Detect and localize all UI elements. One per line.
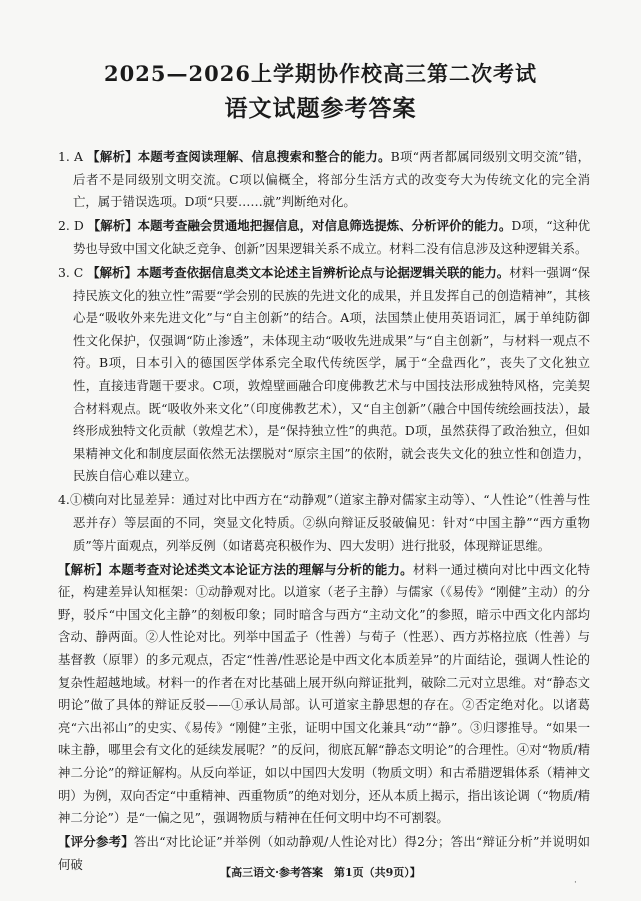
analysis-tag: 【解析】本题考查阅读理解、信息搜索和整合的能力。: [87, 149, 391, 164]
page-footer: 【高三语文·参考答案 第1页（共9页）】: [220, 866, 421, 879]
answer-item-4: [58, 489, 590, 557]
answer-number: 1. A: [58, 149, 83, 164]
document-subtitle: 语文试题参考答案: [224, 95, 417, 122]
answer-item-1: [58, 146, 590, 214]
answer-number: 4.: [58, 492, 70, 508]
answer-number: 3. C: [58, 264, 84, 280]
analysis-tag: 【解析】本题考查依据信息类文本论述主旨辨析论点与论据逻辑关联的能力。: [87, 264, 510, 280]
answer-number: 2. D: [58, 218, 84, 234]
score-tag: 【评分参考】: [58, 834, 134, 850]
analysis-tag: 【解析】本题考查融会贯通地把握信息，对信息筛选提炼、分析评价的能力。: [87, 218, 512, 234]
answers-body: [58, 146, 590, 878]
corner-mark: ·: [574, 878, 577, 888]
exam-title: 2025—2026上学期协作校高三第二次考试: [104, 61, 537, 86]
analysis-text: D项，“这种优势也导致中国文化缺乏竞争、创新”因果逻辑关系不成立。材料二没有信息涉及这种逻辑关系。: [73, 218, 590, 256]
analysis-text: B项“两者都属同级别文明交流”错，后者不是同级别文明交流。C项以偏概全，将部分生活方式的改变夸大为传统文化的完全消亡，属于错误选项。D项“只要……就”判断绝对化。: [73, 149, 590, 210]
answer-item-4-analysis: [58, 559, 590, 830]
analysis-text: 材料一强调“保持民族文化的独立性”需要“学会别的民族的先进文化的成果，并且发挥自己的创造精神”，其核心是“吸收外来先进文化”与“自主创新”的结合。A项，法国禁止使用英语词汇，属于单纯防御性文化保护，仅强调“防止渗透”，未体现主动“吸收先进成果”与“自主创新”，与材料一观点不符。B项，日本引入的德国医学体系完全取代传统医学，属于“全盘西化”，丧失了文化独立性，直接违背题干要求。C项，敦煌壁画融合印度佛教艺术与中国技法形成独特风格，完美契合材料观点。既“吸收外来文化”（印度佛教艺术），又“自主创新”（融合中国传统绘画技法），最终形成独特文化贡献（敦煌艺术），是“保持独立性”的典范。D项，虽然获得了政治独立，但如果精神文化和制度层面依然无法摆脱对“原宗主国”的依附，就会丧失文化的独立性和创造力，民族自信心难以建立。: [73, 264, 590, 484]
score-text: 答出“对比论证”并举例（如动静观/人性论对比）得2分；答出“辩证分析”并说明如何破: [58, 834, 591, 872]
answer-text: ①横向对比显差异：通过对比中西方在“动静观”（道家主静对儒家主动等）、“人性论”（性善与性恶并存）等层面的不同，突显文化特质。②纵向辩证反驳破偏见：针对“中国主静”“西方重物质”等片面观点，列举反例（如诸葛亮积极作为、四大发明）进行批驳，体现辩证思维。: [69, 492, 590, 553]
analysis-text: 材料一通过横向对比中西文化特征，构建差异认知框架：①动静观对比。以道家（老子主静）与儒家（《易传》“刚健”主动）的分野，驳斥“中国文化主静”的刻板印象；同时暗含与西方“主动文化”的参照，暗示中西文化内部均含动、静两面。②人性论对比。列举中国孟子（性善）与荀子（性恶）、西方苏格拉底（性善）与基督教（原罪）的多元观点，否定“性善/性恶论是中西文化本质差异”的片面结论，强调人性论的复杂性超越地域。材料一的作者在对比基础上展开纵向辩证批判，破除二元对立思维。对“静态文明论”做了具体的辩证反驳——①承认局部。认可道家主静思想的存在。②否定绝对化。以诸葛亮“六出祁山”的史实、《易传》“刚健”主张，证明中国文化兼具“动”“静”。③归谬推导。“如果一味主静，哪里会有文化的延续发展呢？”的反问，彻底瓦解“静态文明论”的合理性。④对“物质/精神二分论”的辩证解构。从反向举证，如以中国四大发明（物质文明）和古希腊逻辑体系（精神文明）为例，双向否定“中重精神、西重物质”的绝对划分，还从本质上揭示，指出该论调（“物质/精神二分论”）是“一偏之见”，强调物质与精神在任何文明中均不可割裂。: [58, 561, 591, 826]
answer-item-2: [58, 215, 590, 260]
analysis-tag: 【解析】本题考查对论述类文本论证方法的理解与分析的能力。: [58, 561, 413, 577]
answer-item-3: [58, 262, 590, 488]
